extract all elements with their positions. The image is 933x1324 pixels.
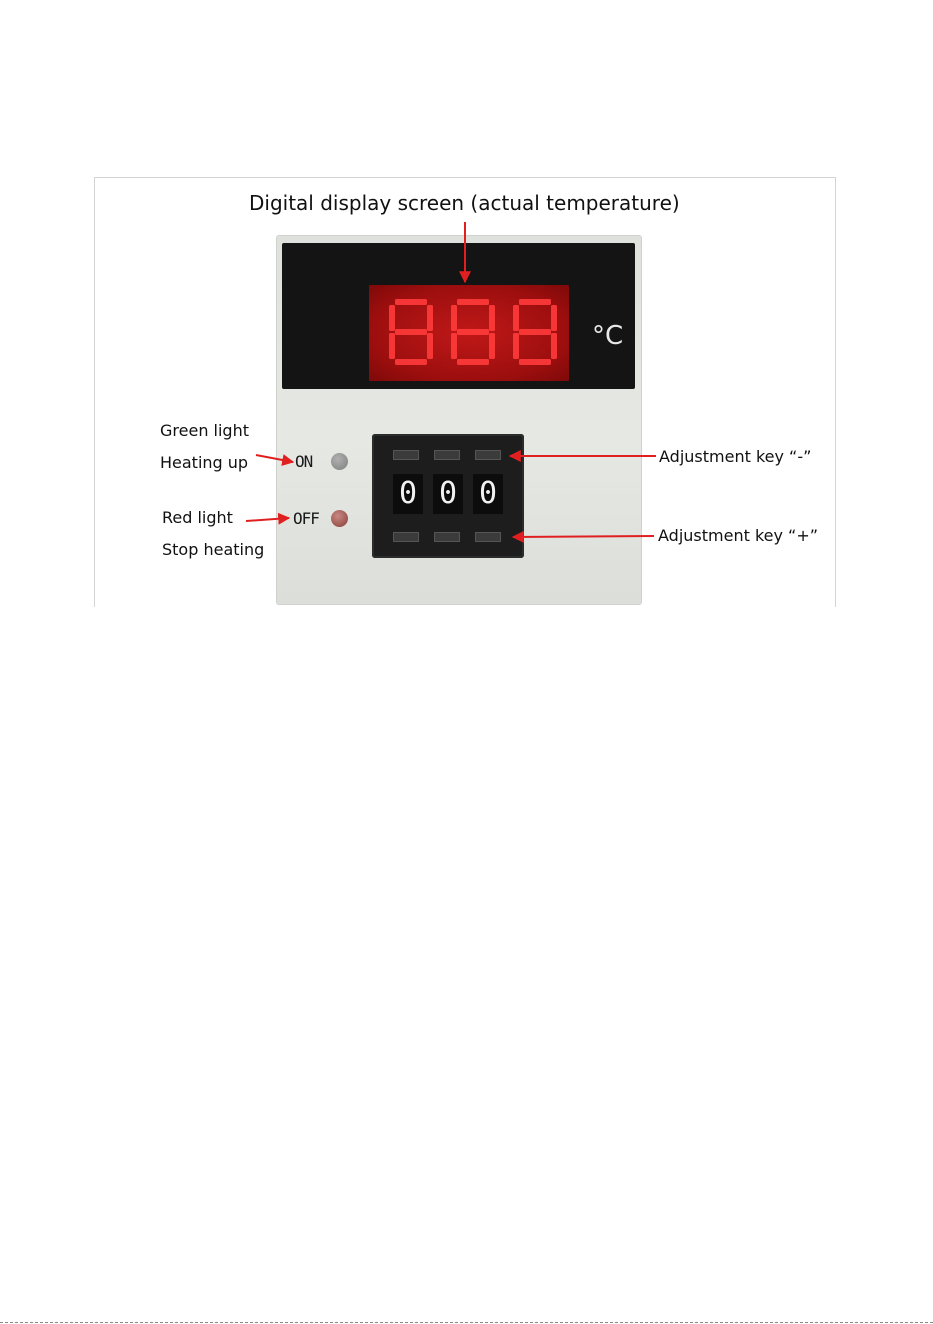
minus-key-hundreds[interactable] xyxy=(393,450,419,460)
celsius-unit: °C xyxy=(592,321,624,351)
dial-hundreds: 0 xyxy=(393,474,423,514)
led-segment-3-a xyxy=(519,299,551,305)
led-digits-graphic xyxy=(369,285,569,381)
display-panel xyxy=(282,243,635,389)
led-segment-3-g xyxy=(519,329,551,335)
temperature-controller xyxy=(277,236,641,604)
plus-key-units[interactable] xyxy=(475,532,501,542)
minus-key-units[interactable] xyxy=(475,450,501,460)
green-indicator-light xyxy=(331,453,348,470)
led-segment-2-f xyxy=(451,305,457,331)
led-segment-1-d xyxy=(395,359,427,365)
thumbwheel-keypad xyxy=(372,434,524,558)
led-segment-1-b xyxy=(427,305,433,331)
led-segment-1-g xyxy=(395,329,427,335)
page-bottom-rule xyxy=(0,1322,933,1323)
led-segment-2-c xyxy=(489,333,495,359)
led-segment-3-d xyxy=(519,359,551,365)
led-segment-1-f xyxy=(389,305,395,331)
led-segment-2-d xyxy=(457,359,489,365)
led-segment-1-c xyxy=(427,333,433,359)
heating-up-label: Heating up xyxy=(160,453,249,472)
led-display xyxy=(369,285,569,381)
led-segment-1-a xyxy=(395,299,427,305)
plus-key-hundreds[interactable] xyxy=(393,532,419,542)
led-segment-2-e xyxy=(451,333,457,359)
led-segment-2-g xyxy=(457,329,489,335)
led-segment-2-b xyxy=(489,305,495,331)
stop-heating-label: Stop heating xyxy=(162,540,265,559)
plus-key-tens[interactable] xyxy=(434,532,460,542)
led-segment-3-b xyxy=(551,305,557,331)
led-segment-3-e xyxy=(513,333,519,359)
led-segment-1-e xyxy=(389,333,395,359)
led-segment-3-c xyxy=(551,333,557,359)
minus-key-tens[interactable] xyxy=(434,450,460,460)
adjustment-key-plus-label: Adjustment key “+” xyxy=(658,526,819,545)
dial-units: 0 xyxy=(473,474,503,514)
on-label: ON xyxy=(295,452,313,471)
adjustment-key-minus-label: Adjustment key “-” xyxy=(659,447,812,466)
red-light-label: Red light xyxy=(162,508,233,527)
dial-tens: 0 xyxy=(433,474,463,514)
led-segment-3-f xyxy=(513,305,519,331)
off-label: OFF xyxy=(293,509,319,528)
green-light-label: Green light xyxy=(160,421,249,440)
display-screen-title: Digital display screen (actual temperature) xyxy=(249,191,680,215)
led-segment-2-a xyxy=(457,299,489,305)
red-indicator-light xyxy=(331,510,348,527)
